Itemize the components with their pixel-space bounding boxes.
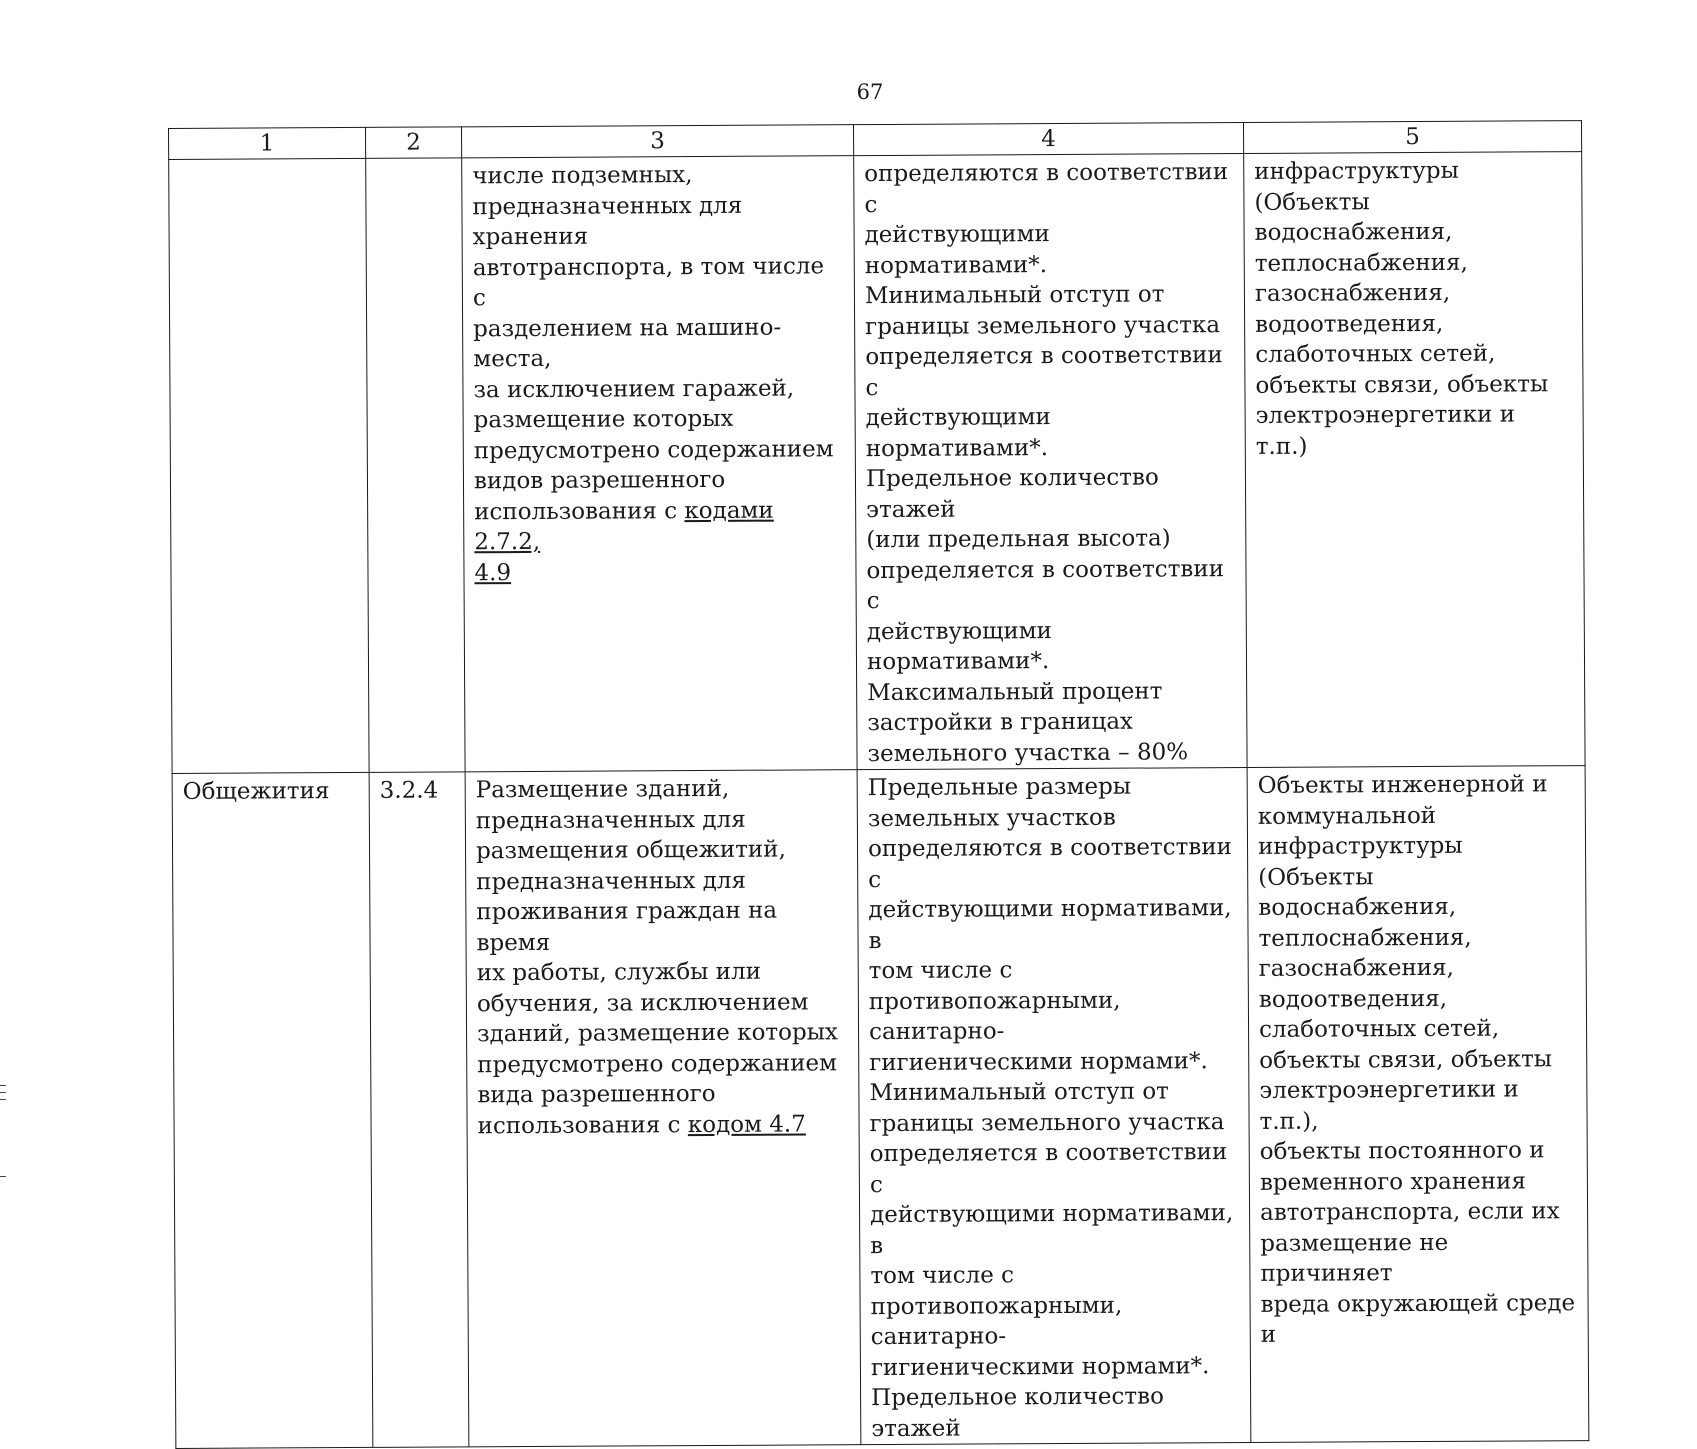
use-code-cell: 3.2.4: [369, 772, 469, 1448]
scan-margin-mark: [0, 1099, 6, 1100]
header-col-2: 2: [365, 127, 461, 159]
use-name-cell: [169, 158, 369, 773]
parameters-cell: определяются в соответствии с действующими нормативами*. Минимальный отступ от границы земельного участка определяется в соответствии с действующими нормативами*. Предельное количество этажей (или предельная высота) определяется в соответствии с действующими нормативами*. Максимальный процент застройки в границах земельного участка – 80%: [854, 153, 1247, 769]
scan-margin-mark: [0, 1176, 6, 1177]
parameters-cell: Предельные размеры земельных участков определяются в соответствии с действующими нормативами, в том числе с противопожарными, санитарно- гигиеническими нормами*. Минимальный отступ от границы земельного участка определяется в соответствии с действующими нормативами, в том числе с противопожарными, санитарно- гигиеническими нормами*. Предельное количество этажей: [857, 767, 1251, 1444]
use-description-cell: [465, 770, 861, 1447]
use-name-cell: Общежития: [172, 772, 373, 1448]
description-text: Размещение зданий, предназначенных для размещения общежитий, предназначенных для проживания граждан на время их работы, службы или обучения, за исключением зданий, размещение которых предусмотрено содержанием вида разрешенного использования с: [475, 775, 839, 1139]
code-reference-link[interactable]: кодами 2.7.2, 4.9: [474, 497, 774, 586]
table-row: [169, 152, 1585, 774]
header-col-3: 3: [461, 125, 853, 158]
table-row: [172, 766, 1589, 1449]
auxiliary-uses-cell: Объекты инженерной и коммунальной инфраструктуры (Объекты водоснабжения, теплоснабжения, газоснабжения, водоотведения, слаботочных сетей, объекты связи, объекты электроэнергетики и т.п.), объекты постоянного и временного хранения автотранспорта, если их размещение не причиняет вреда окружающей среде и: [1247, 766, 1589, 1443]
use-code-cell: [366, 158, 465, 773]
page-number: 67: [856, 80, 884, 104]
use-description-cell: [462, 156, 857, 772]
description-text: числе подземных, предназначенных для хранения автотранспорта, в том числе с разделением на машино-места, за исключением гаражей, размещение которых предусмотрено содержанием видов разрешенного использования с: [472, 162, 834, 525]
land-use-table: [168, 120, 1589, 1449]
scan-margin-mark: [0, 1092, 6, 1093]
header-col-1: 1: [169, 127, 366, 159]
header-col-4: 4: [853, 122, 1243, 155]
code-reference-link[interactable]: кодом 4.7: [687, 1110, 806, 1138]
scan-margin-mark: [0, 1085, 6, 1086]
header-col-5: 5: [1243, 121, 1581, 154]
auxiliary-uses-cell: инфраструктуры (Объекты водоснабжения, теплоснабжения, газоснабжения, водоотведения, слаботочных сетей, объекты связи, объекты электроэнергетики и т.п.): [1244, 152, 1585, 768]
